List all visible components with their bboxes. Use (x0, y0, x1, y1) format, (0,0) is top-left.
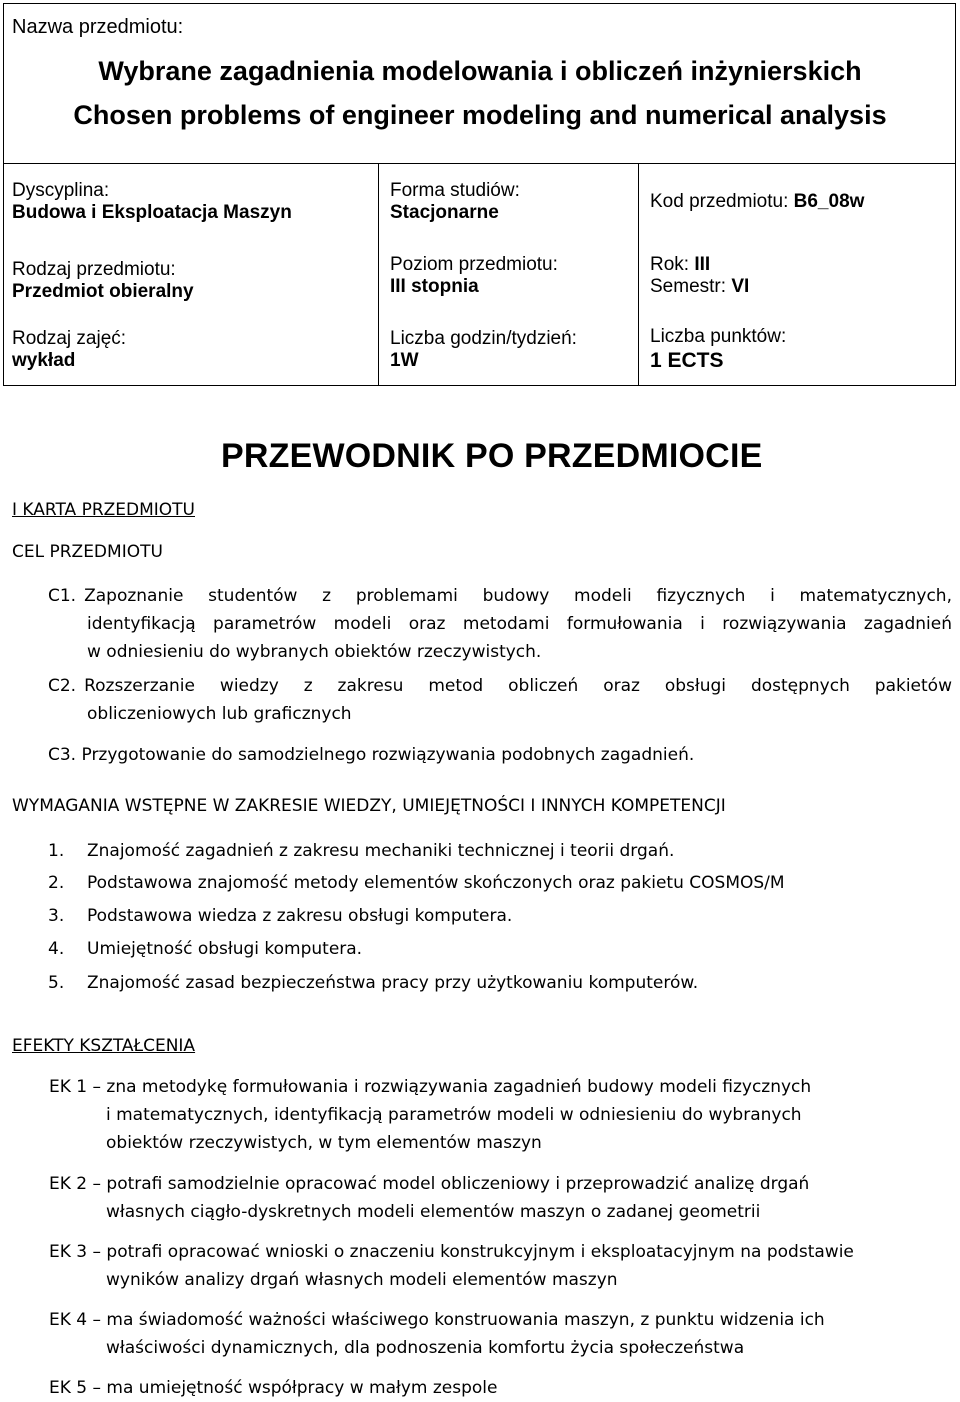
hours-label: Liczba godzin/tydzień: (390, 328, 577, 349)
outcome-ek3-line1: EK 3 – potrafi opracować wnioski o znaczeniu konstrukcyjnym i eksploatacyjnym na podstawie (49, 1242, 854, 1262)
goal-c1-line3: w odniesieniu do wybranych obiektów rzeczywistych. (87, 642, 542, 662)
study-form-value: Stacjonarne (390, 202, 499, 223)
outcome-ek1-line2: i matematycznych, identyfikacją parametrów modeli w odniesieniu do wybranych (106, 1105, 802, 1125)
goal-c2-line1 (48, 672, 952, 700)
column-divider (638, 163, 639, 385)
outcome-ek1-line1: EK 1 – zna metodykę formułowania i rozwiązywania zagadnień budowy modeli fizycznych (49, 1077, 812, 1097)
goal-c1-line2: identyfikacją parametrów modeli oraz metodami formułowania i rozwiązywania zagadnień (87, 614, 952, 634)
course-code-field (650, 191, 864, 213)
discipline-label: Dyscyplina: (12, 180, 110, 201)
outcome-ek2-line2: własnych ciągło-dyskretnych modeli elementów maszyn o zadanej geometrii (106, 1202, 761, 1222)
study-form-field (390, 180, 520, 224)
requirement-item: 1. Znajomość zagadnień z zakresu mechaniki technicznej i teorii drgań. (48, 841, 675, 861)
semester-label: Semestr: (650, 276, 727, 297)
ects-field (650, 326, 786, 374)
course-level-label: Poziom przedmiotu: (390, 254, 558, 275)
goal-c1-text-1: Zapoznanie studentów z problemami budowy modeli fizycznych i matematycznych, (84, 586, 952, 606)
hours-value: 1W (390, 350, 419, 371)
discipline-field (12, 180, 292, 224)
hours-per-week-field (390, 328, 577, 372)
section-card-heading: I KARTA PRZEDMIOTU (12, 500, 195, 520)
course-level-value: III stopnia (390, 276, 479, 297)
requirement-item: 2. Podstawowa znajomość metody elementów skończonych oraz pakietu COSMOS/M (48, 873, 785, 893)
class-type-value: wykład (12, 350, 76, 371)
outcome-ek5-line1: EK 5 – ma umiejętność współpracy w małym zespole (49, 1378, 498, 1398)
goal-c2-label: C2. (48, 676, 77, 696)
requirement-item: 3. Podstawowa wiedza z zakresu obsługi komputera. (48, 906, 513, 926)
outcome-ek4-line1: EK 4 – ma świadomość ważności właściwego konstruowania maszyn, z punktu widzenia ich (49, 1310, 825, 1330)
goal-c1-label: C1. (48, 586, 77, 606)
requirements-heading: WYMAGANIA WSTĘPNE W ZAKRESIE WIEDZY, UMIEJĘTNOŚCI I INNYCH KOMPETENCJI (12, 796, 726, 816)
ects-label: Liczba punktów: (650, 326, 787, 347)
column-divider (378, 163, 379, 385)
class-type-label: Rodzaj zajęć: (12, 328, 127, 349)
outcome-ek4-line2: właściwości dynamicznych, dla podnoszenia komfortu życia społeczeństwa (106, 1338, 745, 1358)
course-type-value: Przedmiot obieralny (12, 281, 194, 302)
goal-c1-line1 (48, 582, 952, 610)
discipline-value: Budowa i Eksploatacja Maszyn (12, 202, 292, 223)
outcomes-heading: EFEKTY KSZTAŁCENIA (12, 1036, 196, 1056)
course-type-label: Rodzaj przedmiotu: (12, 259, 176, 280)
outcome-ek2-line1: EK 2 – potrafi samodzielnie opracować model obliczeniowy i przeprowadzić analizę drgań (49, 1174, 810, 1194)
semester-value: VI (731, 276, 750, 297)
requirement-item: 4. Umiejętność obsługi komputera. (48, 939, 363, 959)
class-type-field (12, 328, 126, 372)
year-value: III (694, 254, 711, 275)
section-goal-heading: CEL PRZEDMIOTU (12, 542, 163, 562)
course-level-field (390, 254, 558, 298)
guide-title: PRZEWODNIK PO PRZEDMIOCIE (221, 437, 763, 475)
goal-c2-line2: obliczeniowych lub graficznych (87, 704, 352, 724)
course-type-field (12, 259, 194, 303)
study-form-label: Forma studiów: (390, 180, 520, 201)
course-title-pl: Wybrane zagadnienia modelowania i obliczeń inżynierskich (98, 56, 862, 86)
goal-c2-text-1: Rozszerzanie wiedzy z zakresu metod obliczeń oraz obsługi dostępnych pakietów (84, 676, 952, 696)
course-code-label: Kod przedmiotu: (650, 191, 789, 212)
year-label: Rok: (650, 254, 690, 275)
course-title-en: Chosen problems of engineer modeling and numerical analysis (73, 100, 887, 130)
year-semester-field (650, 254, 749, 298)
outcome-ek3-line2: wyników analizy drgań własnych modeli elementów maszyn (106, 1270, 618, 1290)
goal-c3-line: C3. Przygotowanie do samodzielnego rozwiązywania podobnych zagadnień. (48, 745, 695, 765)
ects-value: 1 ECTS (650, 349, 724, 372)
course-code-value: B6_08w (793, 191, 865, 212)
outcome-ek1-line3: obiektów rzeczywistych, w tym elementów maszyn (106, 1133, 542, 1153)
requirement-item: 5. Znajomość zasad bezpieczeństwa pracy przy użytkowaniu komputerów. (48, 973, 699, 993)
course-name-label: Nazwa przedmiotu: (12, 16, 184, 38)
header-divider (4, 163, 955, 164)
